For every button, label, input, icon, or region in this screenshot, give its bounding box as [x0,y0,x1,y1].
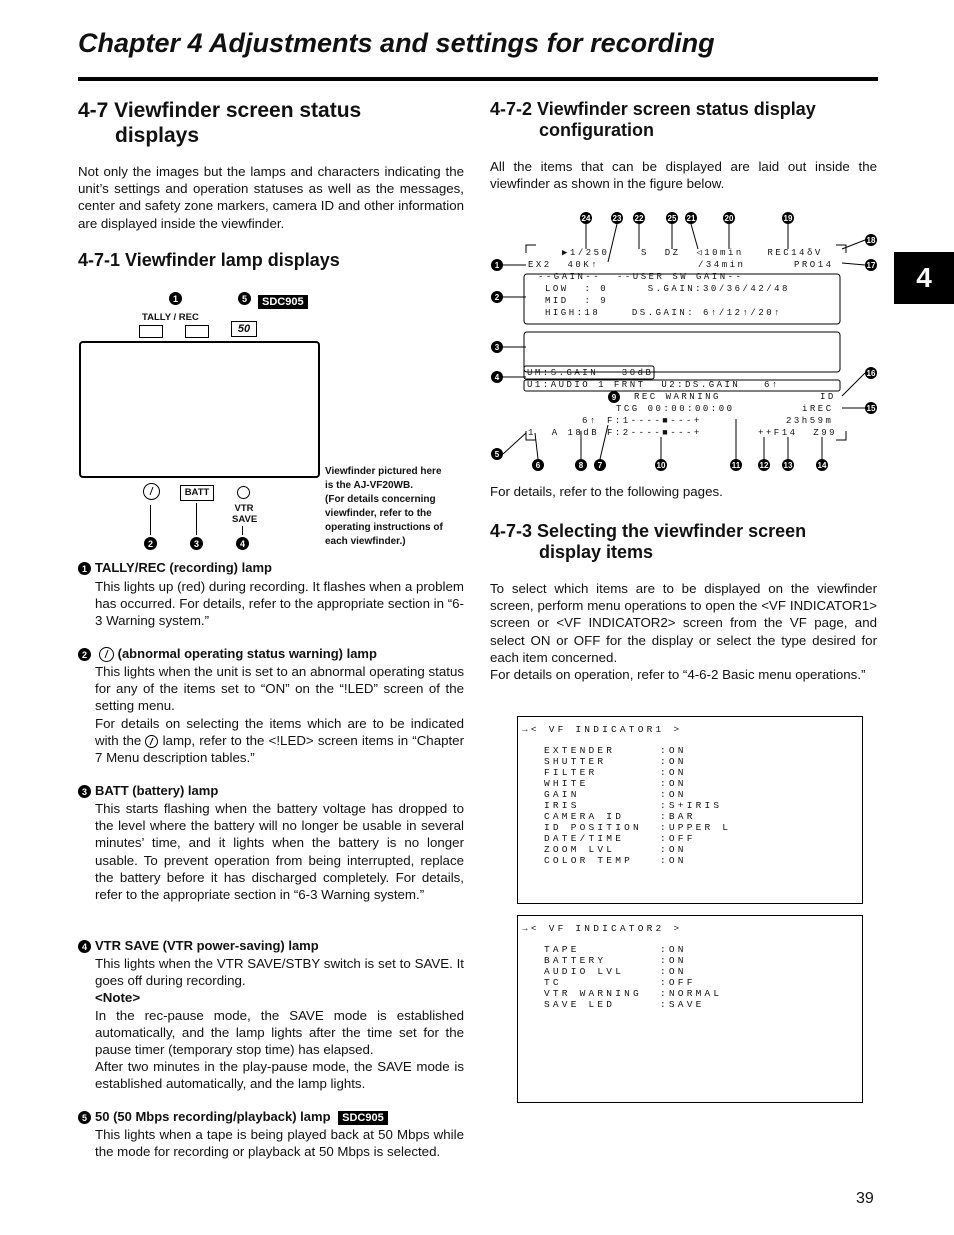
menu-item-key: IRIS [544,800,580,811]
menu2-title: →< VF INDICATOR2 > [522,923,683,934]
menu-row[interactable] [544,778,731,789]
menu-row[interactable] [544,756,731,767]
menu-item-key: TAPE [544,944,580,955]
vf-indicator1-menu [517,716,863,904]
chapter-tab: 4 [894,252,954,304]
vtr-save-label: VTR SAVE [232,503,258,525]
menu-item-value: :OFF [660,833,696,844]
menu-item-value: :ON [660,944,687,955]
callout-12: 12 [759,460,769,470]
vf-row-tcg: TCG 00:00:00:00 [616,404,735,414]
vf-row-high: HIGH:18 DS.GAIN: 6↑/12↑/20↑ [545,308,783,318]
callout-15: 15 [866,403,876,413]
item-1-heading: 1 TALLY/REC (recording) lamp [78,560,272,575]
item-5-body: This lights when a tape is being played back at 50 Mbps while the mode for recording or playback at 50 Mbps is selected. [95,1127,464,1160]
menu-item-key: EXTENDER [544,745,616,756]
callout-4: 4 [236,535,253,553]
vf-row-gain-header: --GAIN-- --USER SW GAIN-- [538,272,744,282]
config-intro: All the items that can be displayed are laid out inside the viewfinder as shown in the figure below. [490,159,877,192]
menu-item-key: SHUTTER [544,756,607,767]
menu1-rows [544,745,731,866]
item-4-body: This lights when the VTR SAVE/STBY switch is set to SAVE. It goes off during recording. <Note> In the rec-pause mode, the SAVE mode is established automatically, and the lamp lights after the time set for the pause timer (temporary stop time) has elapsed. After two minutes in the play-pause mode, the SAVE mode is established automatically, and the lamp lights. [95,956,464,1092]
vf-row-extender: EX2 40K↑ [528,260,600,270]
menu-row[interactable] [544,988,722,999]
item-1-body: This lights up (red) during recording. It flashes when a problem has occurred. For details, refer to the appropriate section in “6-3 Warning system.” [95,579,464,629]
callout-2: 2 [144,535,161,553]
menu-row[interactable] [544,745,731,756]
callout-2-diagram: 2 [491,291,503,303]
figure-caption: Viewfinder pictured here is the AJ-VF20WB. (For details concerning viewfinder, refer to the operating instructions of each viewfinder.) [325,466,443,547]
menu-row[interactable] [544,944,722,955]
menu-item-key: FILTER [544,767,598,778]
menu-row[interactable] [544,767,731,778]
menu-item-value: :ON [660,955,687,966]
vtr-save-lamp [237,486,250,499]
fifty-lamp: 50 [231,321,257,337]
menu-row[interactable] [544,789,731,800]
menu-item-key: BATTERY [544,955,607,966]
menu-item-key: SAVE LED [544,999,616,1010]
callout-8: 8 [575,459,587,471]
callout-5-diagram: 5 [491,448,503,460]
vf-row-iris-zoom: ++F14 Z99 [758,428,838,438]
select-body: To select which items are to be displayed on the viewfinder screen, perform menu operations to open the <VF INDICATOR1> screen or <VF INDICATOR2> screen from the VF page, and select ON or OFF for the display or select the type desired for each item concerned. For details on operation, refer to “4-6-2 Basic menu operations.” [490,581,877,683]
callout-3: 3 [190,535,207,553]
menu-item-key: ZOOM LVL [544,844,616,855]
leader-line-4 [242,526,243,535]
vf-row-um: UM:S.GAIN 30dB [527,368,654,378]
callout-20: 20 [724,213,734,223]
menu-item-value: :UPPER L [660,822,732,833]
chapter-rule [78,77,878,81]
vf-row-audio2: F:2----■---+ [607,428,702,438]
tally-rec-label: TALLY / REC [142,312,199,323]
vf-row-remaining: 23h59m [786,416,834,426]
vf-row-irec: iREC [802,404,834,414]
vf-row-user: U1:AUDIO 1 FRNT U2:DS.GAIN 6↑ [527,380,780,390]
callout-1-diagram: 1 [491,259,503,271]
menu2-rows [544,944,722,1010]
item-3-heading: 3 BATT (battery) lamp [78,783,218,798]
callout-5: 5 [238,290,255,308]
menu-item-value: :BAR [660,811,696,822]
menu-item-value: :ON [660,767,687,778]
sdc905-badge: SDC905 [258,295,308,309]
menu-item-key: TC [544,977,562,988]
tally-lamp-left [139,325,163,338]
vf-row-tape: /34min [698,260,746,270]
callout-16: 16 [866,368,876,378]
menu-item-value: :SAVE [660,999,705,1010]
item-3-body: This starts flashing when the battery voltage has dropped to the level where the battery will no longer be usable in several minutes’ time, and it lights when the battery is no longer usable. To prevent operation from being interrupted, replace the battery before it has discharged completely. For details, refer to the appropriate section in “6-3 Warning system.” [95,801,464,903]
chapter-title: Chapter 4 Adjustments and settings for recording [78,28,715,58]
item-5-heading: 5 50 (50 Mbps recording/playback) lamp SDC905 [78,1109,388,1124]
callout-13: 13 [783,460,793,470]
menu-item-key: VTR WARNING [544,988,642,999]
section-heading-line1: 4-7 Viewfinder screen status [78,99,362,122]
page-number: 39 [856,1190,874,1207]
menu-row[interactable] [544,800,731,811]
callout-17: 17 [866,260,876,270]
menu-item-value: :ON [660,745,687,756]
menu-item-key: COLOR TEMP [544,855,634,866]
callout-6: 6 [532,459,544,471]
intro-paragraph: Not only the images but the lamps and characters indicating the unit’s settings and operation statuses as well as the messages, center and safety zone markers, camera ID and other information are displayed inside the viewfinder. [78,164,464,231]
leader-line-3 [196,503,197,535]
menu-item-value: :ON [660,789,687,800]
item-2-heading: 2 (abnormal operating status warning) lamp [78,646,377,662]
menu-row[interactable] [544,822,731,833]
menu-item-key: GAIN [544,789,580,800]
callout-3-diagram: 3 [491,341,503,353]
tally-lamp-right [185,325,209,338]
menu-row[interactable] [544,855,731,866]
section-heading [78,98,468,148]
warning-slash-icon [144,484,159,499]
callout-9: 9 [608,391,620,403]
menu-row[interactable] [544,999,722,1010]
callout-10: 10 [656,460,666,470]
viewfinder-screen [79,341,320,478]
vf-row-shutter: ▶1/250 S DZ ◁10min REC14δV [562,248,823,258]
menu-item-key: DATE/TIME [544,833,625,844]
diagram-lines [490,205,890,480]
menu-item-value: :ON [660,778,687,789]
callout-1: 1 [169,290,186,308]
item-4-heading: 4 VTR SAVE (VTR power-saving) lamp [78,938,319,953]
menu-row[interactable] [544,844,731,855]
warning-lamp [143,483,160,500]
callout-14: 14 [817,460,827,470]
item-2-body: This lights when the unit is set to an abnormal operating status for any of the items set to “ON” on the “!LED” screen of the setting menu. For details on selecting the items which are to be indicated with the lamp, refer to the <!LED> screen items in “Chapter 7 Menu description tables.” [95,664,465,766]
menu-item-key: AUDIO LVL [544,966,625,977]
menu-row[interactable] [544,833,731,844]
item-5-badge: SDC905 [338,1111,388,1125]
vf-indicator2-menu [517,915,863,1103]
menu-item-key: ID POSITION [544,822,642,833]
menu-item-value: :NORMAL [660,988,723,999]
callout-23: 23 [612,213,622,223]
menu-item-key: CAMERA ID [544,811,625,822]
callout-18: 18 [866,235,876,245]
vf-row-mid: MID : 9 [545,296,609,306]
subsection-heading-lamp: 4-7-1 Viewfinder lamp displays [78,250,340,270]
vf-display-diagram [490,205,890,480]
config-heading: 4-7-2 Viewfinder screen status display configuration [490,99,816,140]
menu-row[interactable] [544,955,722,966]
vf-row-filter: 1 A 18dB [528,428,600,438]
menu-item-value: :ON [660,966,687,977]
callout-21: 21 [686,213,696,223]
warning-lamp-inline-icon [145,735,158,748]
callout-4-diagram: 4 [491,371,503,383]
menu-row[interactable] [544,811,731,822]
menu-item-key: WHITE [544,778,589,789]
callout-25: 25 [667,213,677,223]
menu-row[interactable] [544,977,722,988]
section-heading-line2: displays [115,124,200,147]
vf-row-pro: PRO14 [794,260,834,270]
callout-24: 24 [581,213,591,223]
menu-item-value: :OFF [660,977,696,988]
callout-19: 19 [783,213,793,223]
menu-item-value: :ON [660,844,687,855]
leader-line-2 [150,505,151,535]
menu1-title: →< VF INDICATOR1 > [522,724,683,735]
batt-lamp: BATT [180,485,214,501]
menu-item-value: :ON [660,855,687,866]
callout-11: 11 [731,460,741,470]
vf-row-id: ID [820,392,836,402]
callout-7: 7 [594,459,606,471]
select-heading: 4-7-3 Selecting the viewfinder screen display items [490,521,807,562]
details-note: For details, refer to the following pages. [490,484,723,499]
menu-item-value: :ON [660,756,687,767]
vf-row-low: LOW : 0 S.GAIN:30/36/42/48 [545,284,790,294]
vf-row-gain-value: 6↑ [582,416,598,426]
warning-lamp-icon [99,647,114,662]
callout-22: 22 [634,213,644,223]
menu-item-value: :S+IRIS [660,800,723,811]
vf-row-rec-warning: REC WARNING [634,392,721,402]
vf-row-audio1: F:1----■---+ [607,416,702,426]
menu-row[interactable] [544,966,722,977]
